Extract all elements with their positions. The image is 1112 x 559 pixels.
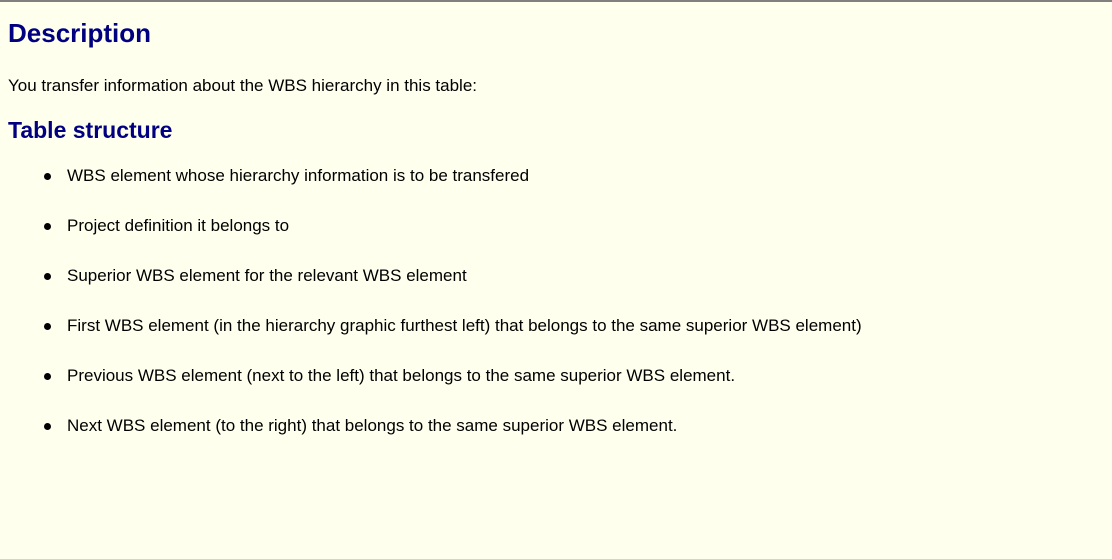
bullet-icon <box>44 173 51 180</box>
list-item-text: Previous WBS element (next to the left) that belongs to the same superior WBS element. <box>67 366 736 385</box>
list-item-text: WBS element whose hierarchy information is to be transfered <box>67 166 530 185</box>
page-title: Description <box>8 18 152 48</box>
list-item <box>8 315 1104 337</box>
list-item-text: Next WBS element (to the right) that belongs to the same superior WBS element. <box>67 416 678 435</box>
intro-text: You transfer information about the WBS hierarchy in this table: <box>8 76 478 95</box>
list-item-text: Project definition it belongs to <box>67 216 290 235</box>
bullet-icon <box>44 323 51 330</box>
list-item <box>8 365 1104 387</box>
list-item <box>8 265 1104 287</box>
list-item-text: Superior WBS element for the relevant WBS element <box>67 266 467 285</box>
structure-list <box>8 165 1104 437</box>
document-content <box>8 16 1104 465</box>
list-item <box>8 165 1104 187</box>
list-item <box>8 215 1104 237</box>
list-item-text: First WBS element (in the hierarchy graphic furthest left) that belongs to the same superior WBS element) <box>67 316 862 335</box>
bullet-icon <box>44 373 51 380</box>
bullet-icon <box>44 423 51 430</box>
list-item <box>8 415 1104 437</box>
section-title: Table structure <box>8 117 173 143</box>
top-border <box>0 0 1112 2</box>
bullet-icon <box>44 223 51 230</box>
bullet-icon <box>44 273 51 280</box>
